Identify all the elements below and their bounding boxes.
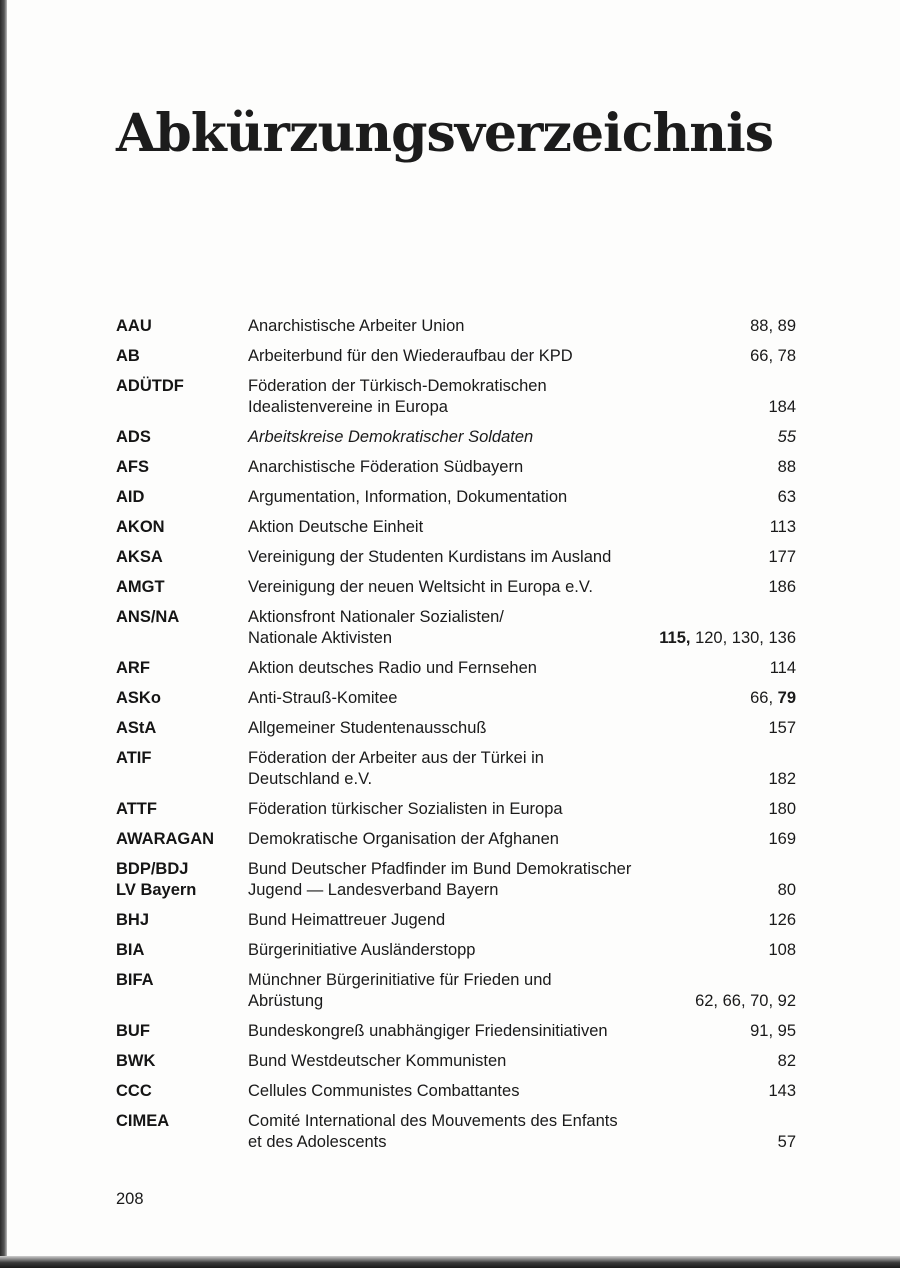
description-text: Demokratische Organisation der Afghanen bbox=[248, 830, 559, 848]
page-reference: 184 bbox=[768, 398, 796, 416]
page-references bbox=[770, 457, 796, 478]
page-reference: 91, 95 bbox=[750, 1022, 796, 1040]
abbreviation-entry bbox=[116, 658, 796, 679]
description-text: Anarchistische Arbeiter Union bbox=[248, 317, 465, 335]
page-references bbox=[687, 991, 796, 1012]
abbreviation-term bbox=[116, 376, 248, 418]
abbreviation-entry bbox=[116, 427, 796, 448]
description-line bbox=[248, 577, 796, 598]
description-text: Anti-Strauß-Komitee bbox=[248, 689, 398, 707]
abbreviation-term-line: ASKo bbox=[116, 689, 161, 707]
description-line bbox=[248, 1132, 796, 1153]
description-line bbox=[248, 1081, 796, 1102]
abbreviation-entry bbox=[116, 910, 796, 931]
abbreviation-term-line: ATIF bbox=[116, 749, 152, 767]
description-line bbox=[248, 718, 796, 739]
abbreviation-term-line: AMGT bbox=[116, 578, 165, 596]
abbreviation-term-line: BIA bbox=[116, 941, 145, 959]
abbreviation-term bbox=[116, 517, 248, 538]
page-reference: 120, 130, 136 bbox=[690, 629, 796, 647]
page-reference: 113 bbox=[769, 518, 796, 536]
abbreviation-list bbox=[116, 316, 796, 1162]
abbreviation-term bbox=[116, 718, 248, 739]
abbreviation-term-line: BUF bbox=[116, 1022, 150, 1040]
page-references bbox=[742, 316, 796, 337]
abbreviation-term-line: ADS bbox=[116, 428, 151, 446]
abbreviation-description bbox=[248, 1021, 796, 1042]
abbreviation-entry bbox=[116, 517, 796, 538]
abbreviation-term-line: AAU bbox=[116, 317, 152, 335]
page-reference: 126 bbox=[768, 911, 796, 929]
page-references bbox=[760, 547, 796, 568]
abbreviation-term-line: ADÜTDF bbox=[116, 377, 184, 395]
abbreviation-description bbox=[248, 799, 796, 820]
abbreviation-term bbox=[116, 547, 248, 568]
page-reference: 177 bbox=[768, 548, 796, 566]
page-references bbox=[770, 427, 796, 448]
page-references bbox=[760, 1081, 796, 1102]
page-references bbox=[770, 1132, 796, 1153]
description-text: Arbeiterbund für den Wiederaufbau der KPD bbox=[248, 347, 573, 365]
description-line bbox=[248, 487, 796, 508]
page-title: Abkürzungsverzeichnis bbox=[116, 102, 774, 164]
abbreviation-description bbox=[248, 316, 796, 337]
abbreviation-description bbox=[248, 718, 796, 739]
abbreviation-term bbox=[116, 457, 248, 478]
abbreviation-term bbox=[116, 1081, 248, 1102]
page-reference: 62, 66, 70, 92 bbox=[695, 992, 796, 1010]
description-line bbox=[248, 1111, 796, 1132]
abbreviation-term bbox=[116, 829, 248, 850]
description-text: Comité International des Mouvements des Enfants bbox=[248, 1112, 618, 1130]
abbreviation-term-line: ATTF bbox=[116, 800, 157, 818]
abbreviation-term bbox=[116, 688, 248, 709]
page-reference: 108 bbox=[768, 941, 796, 959]
abbreviation-term-line: ARF bbox=[116, 659, 150, 677]
abbreviation-entry bbox=[116, 799, 796, 820]
description-text: Abrüstung bbox=[248, 992, 324, 1010]
abbreviation-entry bbox=[116, 940, 796, 961]
page-left-edge bbox=[0, 0, 7, 1262]
description-text: Anarchistische Föderation Südbayern bbox=[248, 458, 524, 476]
description-text: Cellules Communistes Combattantes bbox=[248, 1082, 520, 1100]
abbreviation-term-line: AKON bbox=[116, 518, 165, 536]
page-reference: 157 bbox=[768, 719, 796, 737]
page-bottom-edge bbox=[0, 1256, 900, 1268]
abbreviation-entry bbox=[116, 547, 796, 568]
page-references bbox=[742, 688, 796, 709]
abbreviation-term bbox=[116, 487, 248, 508]
abbreviation-entry bbox=[116, 457, 796, 478]
page-references bbox=[762, 517, 796, 538]
description-text: Idealistenvereine in Europa bbox=[248, 398, 448, 416]
abbreviation-entry bbox=[116, 718, 796, 739]
abbreviation-description bbox=[248, 457, 796, 478]
abbreviation-term-line: AB bbox=[116, 347, 140, 365]
description-line bbox=[248, 607, 796, 628]
abbreviation-description bbox=[248, 1111, 796, 1153]
abbreviation-description bbox=[248, 577, 796, 598]
abbreviation-description bbox=[248, 970, 796, 1012]
description-text: Aktion deutsches Radio und Fernsehen bbox=[248, 659, 537, 677]
description-line bbox=[248, 688, 796, 709]
description-line bbox=[248, 376, 796, 397]
abbreviation-term bbox=[116, 427, 248, 448]
description-line bbox=[248, 1051, 796, 1072]
page-reference: 186 bbox=[768, 578, 796, 596]
page-references bbox=[742, 1021, 796, 1042]
abbreviation-term-line: CIMEA bbox=[116, 1112, 170, 1130]
page-reference: 114 bbox=[769, 659, 796, 677]
description-text: Bund Deutscher Pfadfinder im Bund Demokratischer bbox=[248, 860, 632, 878]
page-references bbox=[760, 940, 796, 961]
page-references bbox=[762, 658, 796, 679]
abbreviation-entry bbox=[116, 1051, 796, 1072]
page-reference: 82 bbox=[777, 1052, 796, 1070]
abbreviation-description bbox=[248, 688, 796, 709]
page-reference-main: 79 bbox=[777, 689, 796, 707]
abbreviation-term-line: AStA bbox=[116, 719, 157, 737]
abbreviation-term bbox=[116, 316, 248, 337]
abbreviation-term bbox=[116, 1111, 248, 1153]
abbreviation-term bbox=[116, 577, 248, 598]
page-references bbox=[760, 910, 796, 931]
abbreviation-entry bbox=[116, 487, 796, 508]
description-line bbox=[248, 799, 796, 820]
abbreviation-description bbox=[248, 910, 796, 931]
page-reference: 182 bbox=[768, 770, 796, 788]
abbreviation-term-line: ANS/NA bbox=[116, 608, 180, 626]
page-reference: 80 bbox=[777, 881, 796, 899]
page-reference: 180 bbox=[768, 800, 796, 818]
page-references bbox=[770, 487, 796, 508]
description-text: Föderation türkischer Sozialisten in Europa bbox=[248, 800, 563, 818]
abbreviation-term-line: BDP/BDJ bbox=[116, 860, 189, 878]
abbreviation-term bbox=[116, 658, 248, 679]
abbreviation-description bbox=[248, 346, 796, 367]
abbreviation-term bbox=[116, 1021, 248, 1042]
abbreviation-term bbox=[116, 748, 248, 790]
description-line bbox=[248, 316, 796, 337]
abbreviation-term-line: AKSA bbox=[116, 548, 163, 566]
abbreviation-term bbox=[116, 970, 248, 1012]
description-text: Aktion Deutsche Einheit bbox=[248, 518, 424, 536]
description-text: et des Adolescents bbox=[248, 1133, 387, 1151]
description-line bbox=[248, 859, 796, 880]
abbreviation-description bbox=[248, 658, 796, 679]
page-references bbox=[742, 346, 796, 367]
abbreviation-term-line: BIFA bbox=[116, 971, 154, 989]
page-references bbox=[651, 628, 796, 649]
description-text: Nationale Aktivisten bbox=[248, 629, 392, 647]
abbreviation-term bbox=[116, 1051, 248, 1072]
description-line bbox=[248, 940, 796, 961]
page-references bbox=[760, 769, 796, 790]
page-reference: 88, 89 bbox=[750, 317, 796, 335]
description-text: Bürgerinitiative Ausländerstopp bbox=[248, 941, 476, 959]
description-line bbox=[248, 748, 796, 769]
description-text: Münchner Bürgerinitiative für Frieden und bbox=[248, 971, 552, 989]
description-line bbox=[248, 397, 796, 418]
description-line bbox=[248, 547, 796, 568]
abbreviation-description bbox=[248, 487, 796, 508]
description-line bbox=[248, 769, 796, 790]
abbreviation-description bbox=[248, 940, 796, 961]
abbreviation-term bbox=[116, 940, 248, 961]
abbreviation-description bbox=[248, 517, 796, 538]
page-reference: 88 bbox=[777, 458, 796, 476]
page-references bbox=[760, 577, 796, 598]
abbreviation-entry bbox=[116, 1081, 796, 1102]
description-line bbox=[248, 910, 796, 931]
abbreviation-term-line: CCC bbox=[116, 1082, 152, 1100]
page-references bbox=[760, 397, 796, 418]
abbreviation-term-line: BWK bbox=[116, 1052, 156, 1070]
abbreviation-term bbox=[116, 910, 248, 931]
abbreviation-term-line: AWARAGAN bbox=[116, 830, 215, 848]
abbreviation-entry bbox=[116, 346, 796, 367]
description-text: Bund Heimattreuer Jugend bbox=[248, 911, 446, 929]
page-references bbox=[770, 1051, 796, 1072]
description-text: Föderation der Türkisch-Demokratischen bbox=[248, 377, 547, 395]
abbreviation-entry bbox=[116, 607, 796, 649]
description-line bbox=[248, 346, 796, 367]
description-text: Arbeitskreise Demokratischer Soldaten bbox=[248, 428, 534, 446]
abbreviation-term-line: AID bbox=[116, 488, 145, 506]
abbreviation-entry bbox=[116, 1111, 796, 1153]
abbreviation-term-line: LV Bayern bbox=[116, 881, 197, 899]
description-text: Vereinigung der Studenten Kurdistans im Ausland bbox=[248, 548, 612, 566]
abbreviation-entry bbox=[116, 970, 796, 1012]
description-text: Bund Westdeutscher Kommunisten bbox=[248, 1052, 507, 1070]
abbreviation-description bbox=[248, 859, 796, 901]
description-text: Allgemeiner Studentenausschuß bbox=[248, 719, 487, 737]
description-line bbox=[248, 970, 796, 991]
description-text: Bundeskongreß unabhängiger Friedensinitiativen bbox=[248, 1022, 608, 1040]
page-reference-main: 115, bbox=[659, 629, 691, 647]
abbreviation-entry bbox=[116, 376, 796, 418]
description-line bbox=[248, 517, 796, 538]
abbreviation-description bbox=[248, 376, 796, 418]
abbreviation-description bbox=[248, 748, 796, 790]
description-line bbox=[248, 457, 796, 478]
page-references bbox=[770, 880, 796, 901]
abbreviation-description bbox=[248, 1051, 796, 1072]
page-references bbox=[760, 799, 796, 820]
page-reference: 57 bbox=[777, 1133, 796, 1151]
description-text: Argumentation, Information, Dokumentation bbox=[248, 488, 568, 506]
description-text: Jugend — Landesverband Bayern bbox=[248, 881, 499, 899]
abbreviation-term bbox=[116, 799, 248, 820]
description-text: Aktionsfront Nationaler Sozialisten/ bbox=[248, 608, 504, 626]
page-reference: 63 bbox=[777, 488, 796, 506]
description-line bbox=[248, 427, 796, 448]
abbreviation-term bbox=[116, 607, 248, 649]
abbreviation-entry bbox=[116, 688, 796, 709]
page-number: 208 bbox=[116, 1190, 144, 1208]
abbreviation-description bbox=[248, 1081, 796, 1102]
abbreviation-term-line: AFS bbox=[116, 458, 149, 476]
description-line bbox=[248, 628, 796, 649]
abbreviation-entry bbox=[116, 316, 796, 337]
description-line bbox=[248, 1021, 796, 1042]
page-reference: 143 bbox=[768, 1082, 796, 1100]
description-line bbox=[248, 658, 796, 679]
description-text: Vereinigung der neuen Weltsicht in Europa e.V. bbox=[248, 578, 593, 596]
page-references bbox=[760, 718, 796, 739]
description-line bbox=[248, 991, 796, 1012]
abbreviation-entry bbox=[116, 859, 796, 901]
abbreviation-description bbox=[248, 547, 796, 568]
abbreviation-entry bbox=[116, 577, 796, 598]
description-text: Deutschland e.V. bbox=[248, 770, 373, 788]
abbreviation-entry bbox=[116, 748, 796, 790]
abbreviation-entry bbox=[116, 1021, 796, 1042]
description-line bbox=[248, 880, 796, 901]
abbreviation-description bbox=[248, 829, 796, 850]
abbreviation-description bbox=[248, 427, 796, 448]
abbreviation-term bbox=[116, 859, 248, 901]
page-reference: 169 bbox=[768, 830, 796, 848]
abbreviation-description bbox=[248, 607, 796, 649]
abbreviation-entry bbox=[116, 829, 796, 850]
page-reference: 66, 78 bbox=[750, 347, 796, 365]
abbreviation-term-line: BHJ bbox=[116, 911, 150, 929]
description-line bbox=[248, 829, 796, 850]
abbreviation-term bbox=[116, 346, 248, 367]
description-text: Föderation der Arbeiter aus der Türkei in bbox=[248, 749, 544, 767]
page-reference: 66, bbox=[750, 689, 778, 707]
page-reference: 55 bbox=[777, 428, 796, 446]
page-references bbox=[760, 829, 796, 850]
